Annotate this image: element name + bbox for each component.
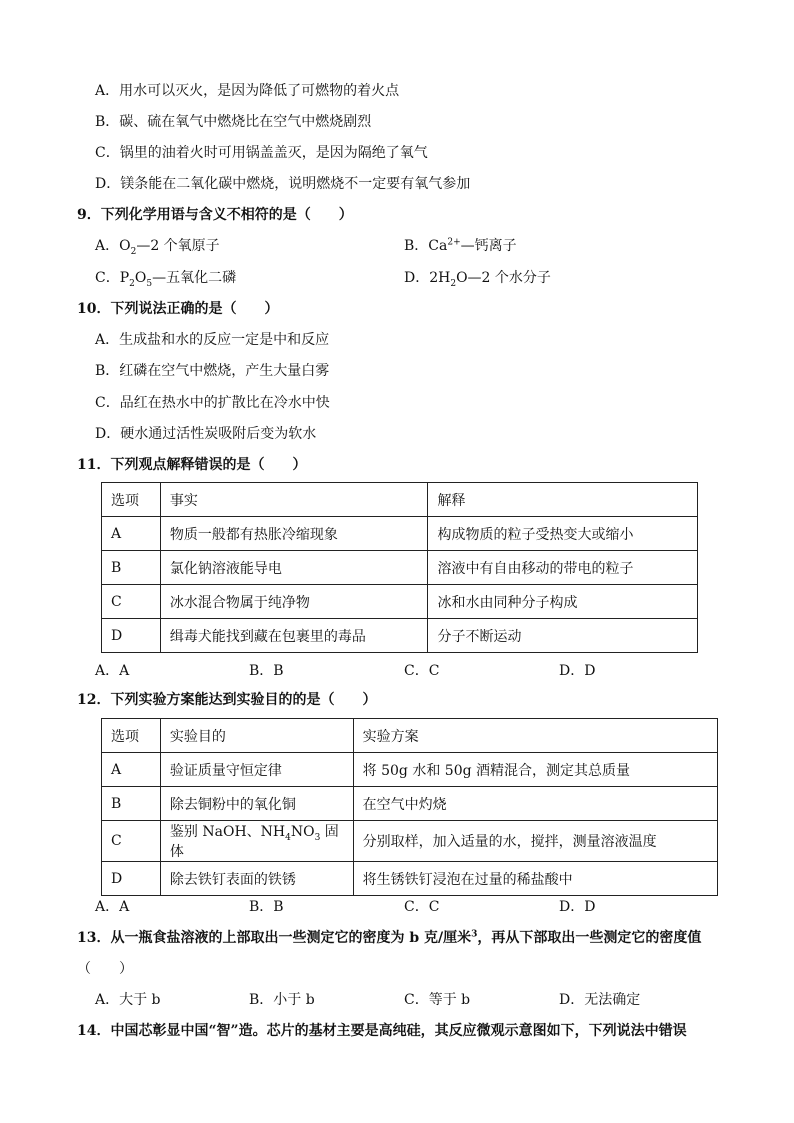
q12-stem: 12．下列实验方案能达到实验目的的是（ ） [77, 692, 377, 708]
cell-explanation: 构成物质的粒子受热变大或缩小 [428, 517, 698, 551]
q12-answer-d: D．D [559, 899, 596, 915]
cell-option: D [102, 619, 161, 653]
header-cell: 选项 [102, 719, 161, 753]
q8-option-c: C．锅里的油着火时可用锅盖盖灭，是因为隔绝了氧气 [95, 145, 428, 161]
q10-option-d: D．硬水通过活性炭吸附后变为软水 [95, 426, 317, 442]
table-row [102, 787, 718, 821]
header-cell: 事实 [160, 483, 428, 517]
cell-goal: 鉴别 NaOH、$NH_4NO_3$ 固体 [160, 821, 353, 862]
q13-answer-b: B．小于 b [249, 992, 315, 1008]
q10-stem: 10．下列说法正确的是（ ） [77, 301, 279, 317]
cell-option: C [102, 821, 161, 862]
q12-answer-c: C．C [404, 899, 440, 915]
q13-answer-a: A．大于 b [95, 992, 161, 1008]
q11-stem: 11．下列观点解释错误的是（ ） [77, 457, 307, 473]
cell-option: B [102, 551, 161, 585]
table-row [102, 619, 698, 653]
cell-plan: 将生锈铁钉浸泡在过量的稀盐酸中 [353, 862, 717, 896]
cell-option: A [102, 517, 161, 551]
header-cell: 实验方案 [353, 719, 717, 753]
table-row [102, 517, 698, 551]
q13-answer-c: C．等于 b [404, 992, 471, 1008]
q11-answer-d: D．D [559, 663, 596, 679]
cell-option: C [102, 585, 161, 619]
q12-answer-a: A．A [95, 899, 130, 915]
cell-option: D [102, 862, 161, 896]
table-header-row [102, 719, 718, 753]
q13-answer-d: D．无法确定 [559, 992, 641, 1008]
q11-answer-b: B．B [249, 663, 284, 679]
q9-option-c: C．$P_2O_5—$五氧化二磷 [95, 270, 237, 289]
q10-option-b: B．红磷在空气中燃烧，产生大量白雾 [95, 363, 330, 379]
q12-table [101, 718, 718, 896]
q10-option-a: A．生成盐和水的反应一定是中和反应 [95, 332, 330, 348]
cell-explanation: 冰和水由同种分子构成 [428, 585, 698, 619]
header-cell: 选项 [102, 483, 161, 517]
cell-explanation: 分子不断运动 [428, 619, 698, 653]
q11-answer-c: C．C [404, 663, 440, 679]
q8-option-d: D．镁条能在二氧化碳中燃烧，说明燃烧不一定要有氧气参加 [95, 176, 471, 192]
header-cell: 解释 [428, 483, 698, 517]
q10-option-c: C．品红在热水中的扩散比在冷水中快 [95, 395, 330, 411]
table-row [102, 585, 698, 619]
q14-stem: 14．中国芯彰显中国“智”造。芯片的基材主要是高纯硅，其反应微观示意图如下，下列说法中错误 [77, 1023, 687, 1039]
q9-option-d: D．$2H_2O—2$ 个水分子 [404, 270, 551, 289]
table-header-row [102, 483, 698, 517]
q9-option-b: B．$Ca^{2+}—$钙离子 [404, 237, 517, 254]
q9-stem: 9．下列化学用语与含义不相符的是（ ） [77, 207, 353, 223]
cell-goal: 验证质量守恒定律 [160, 753, 353, 787]
table-row [102, 551, 698, 585]
q12-answer-b: B．B [249, 899, 284, 915]
cell-goal: 除去铁钉表面的铁锈 [160, 862, 353, 896]
cell-plan: 分别取样，加入适量的水，搅拌，测量溶液温度 [353, 821, 717, 862]
q13-stem: 13．从一瓶食盐溶液的上部取出一些测定它的密度为 b 克/厘米$^3$，再从下部取出一些测定它的密度值 [77, 929, 702, 946]
table-row [102, 821, 718, 862]
cell-option: B [102, 787, 161, 821]
table-row [102, 862, 718, 896]
q8-option-b: B．碳、硫在氧气中燃烧比在空气中燃烧剧烈 [95, 114, 372, 130]
cell-plan: 将 50g 水和 50g 酒精混合，测定其总质量 [353, 753, 717, 787]
q13-paren: （ ） [77, 961, 133, 977]
cell-explanation: 溶液中有自由移动的带电的粒子 [428, 551, 698, 585]
cell-fact: 氯化钠溶液能导电 [160, 551, 428, 585]
q11-answer-a: A．A [95, 663, 130, 679]
cell-option: A [102, 753, 161, 787]
q11-table [101, 482, 698, 653]
cell-goal: 除去铜粉中的氧化铜 [160, 787, 353, 821]
q9-option-a: A．$O_2—2$ 个氧原子 [95, 238, 220, 257]
cell-fact: 物质一般都有热胀冷缩现象 [160, 517, 428, 551]
cell-fact: 冰水混合物属于纯净物 [160, 585, 428, 619]
cell-fact: 缉毒犬能找到藏在包裹里的毒品 [160, 619, 428, 653]
table-row [102, 753, 718, 787]
q8-option-a: A．用水可以灭火，是因为降低了可燃物的着火点 [95, 83, 400, 99]
cell-plan: 在空气中灼烧 [353, 787, 717, 821]
header-cell: 实验目的 [160, 719, 353, 753]
